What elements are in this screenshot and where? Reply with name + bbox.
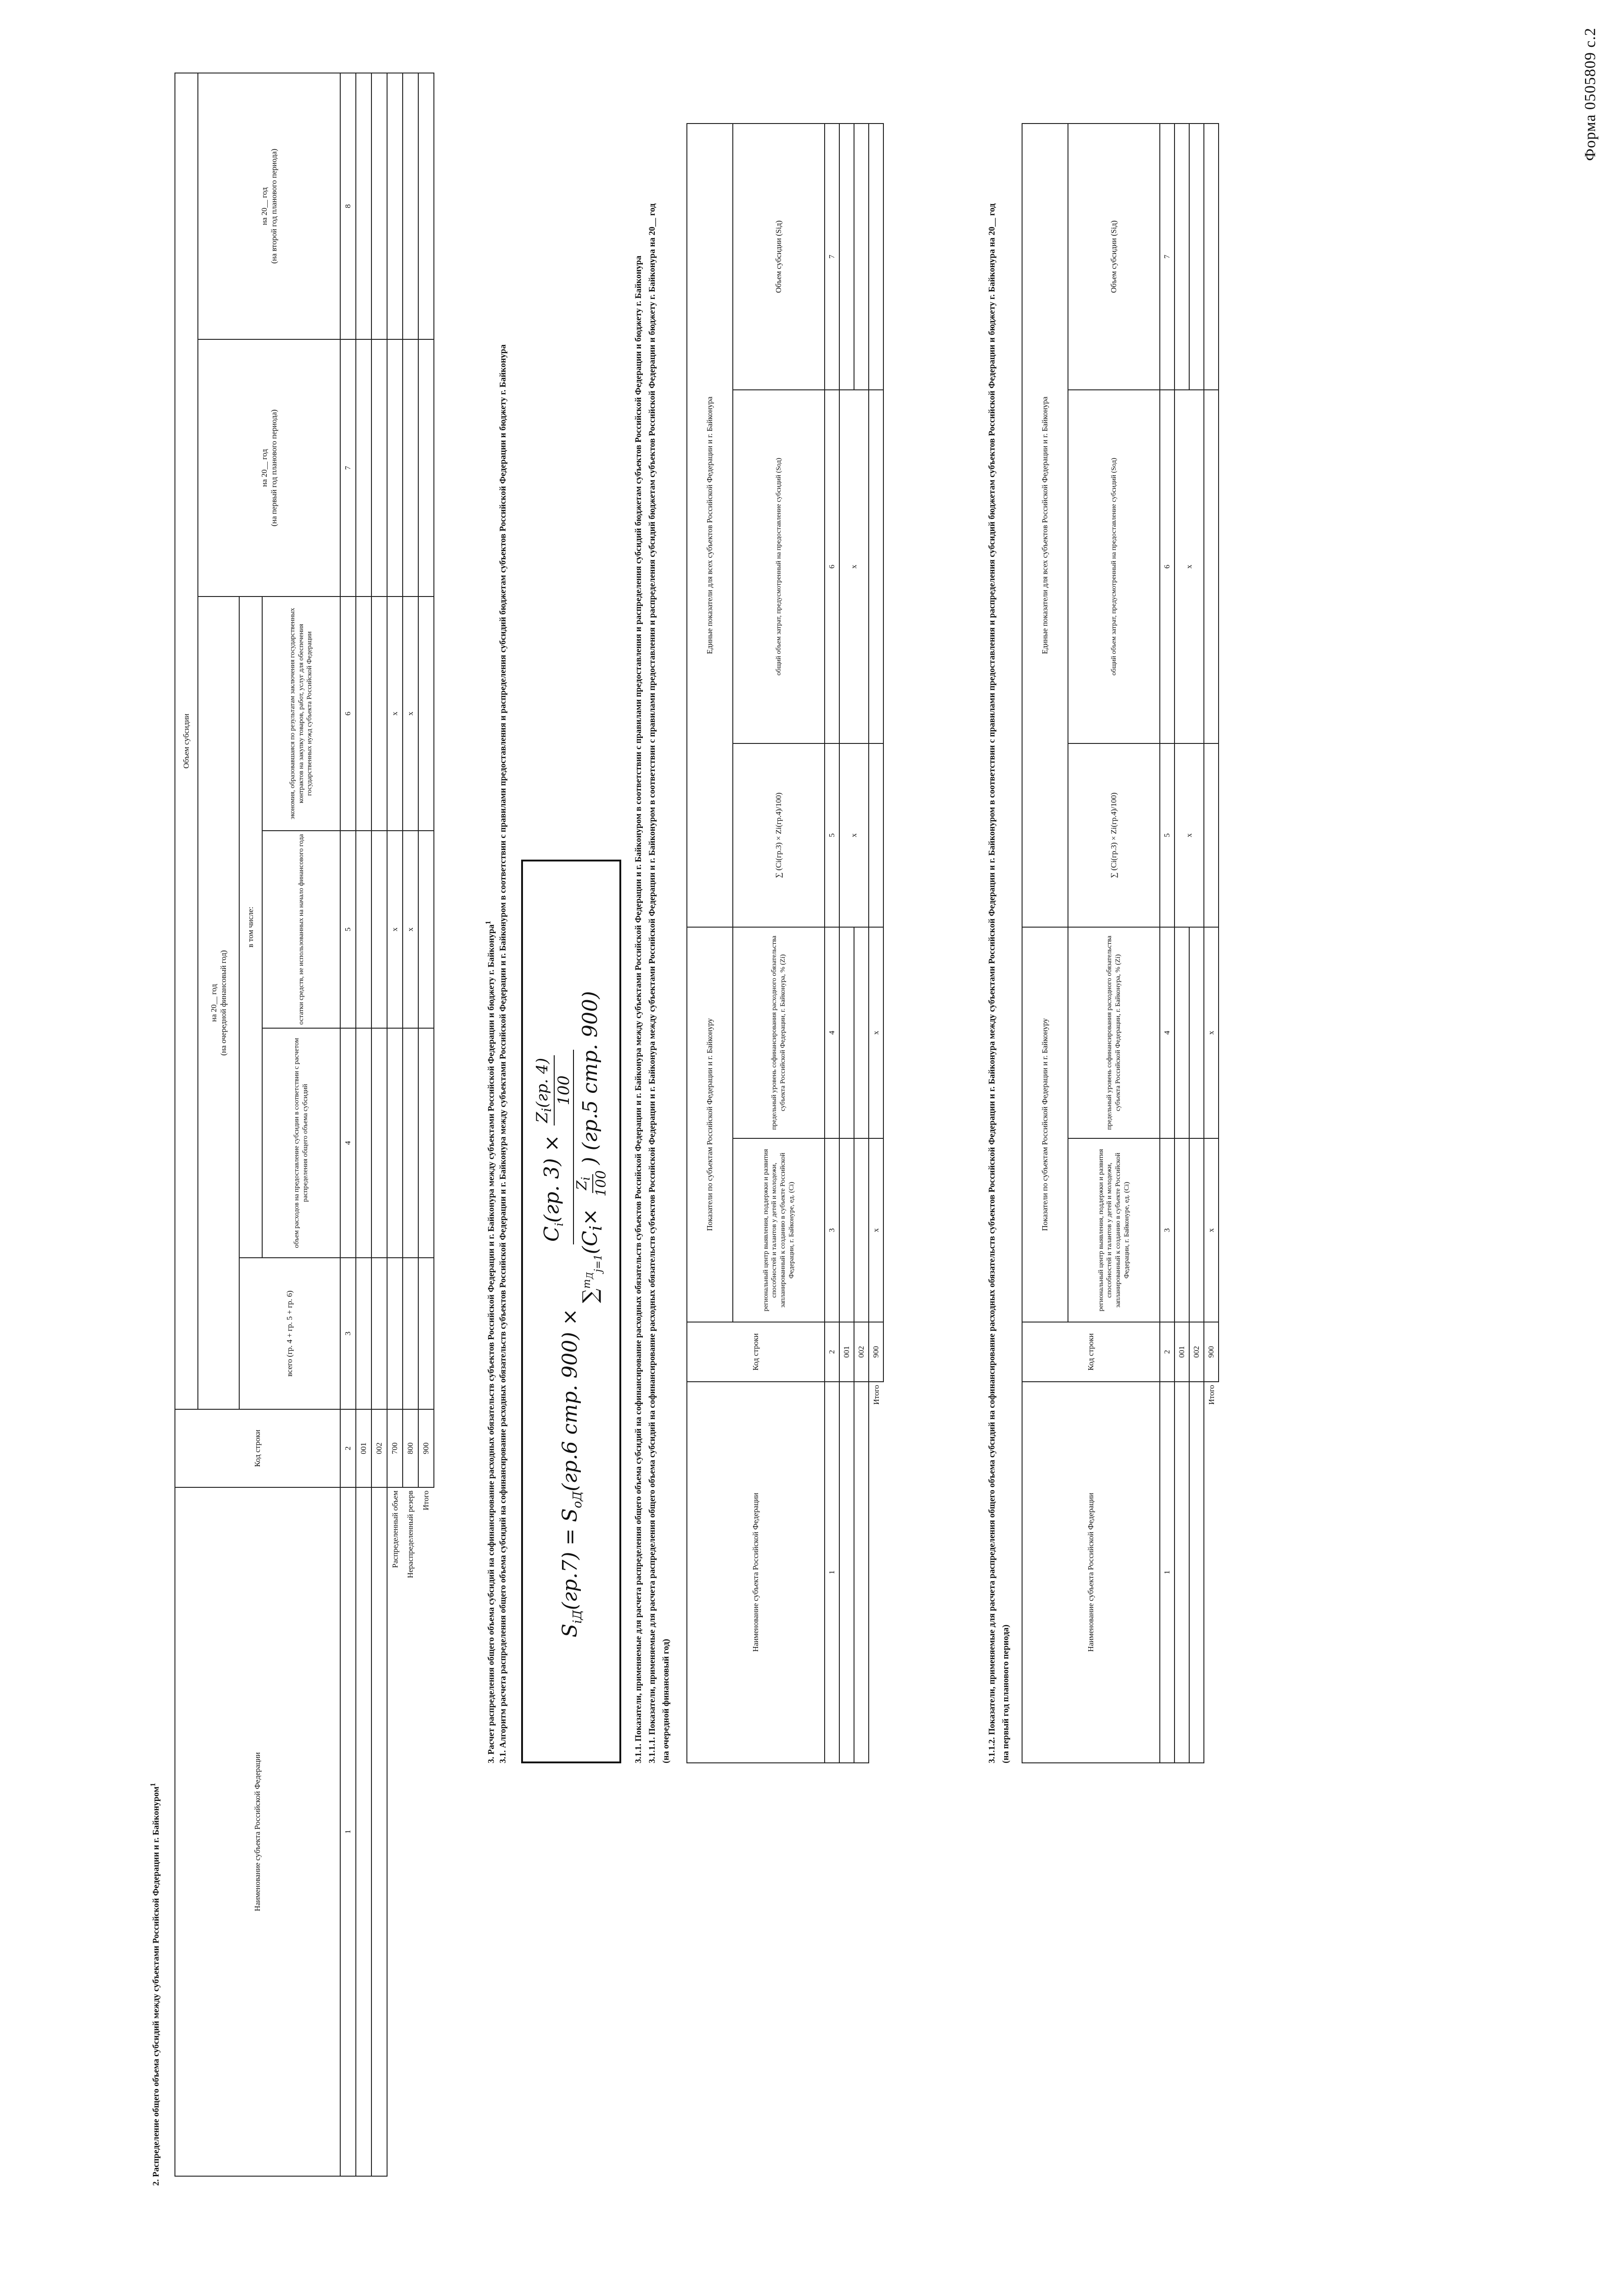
section3111-title: 3.1.1.1. Показатели, применяемые для расчета распределения общего объема субсидий на софинансирование расходных обязательств субъектов Российской Федерации и г. Байконура между субъектами Российской Федерации и г. Байконуром в соответствии с правилами предоставления и распределения субсидий бюджетам субъектов Российской Федерации и бюджету г. Байконура на 20__ год: [647, 203, 657, 1763]
hdr-col3: региональный центр выявления, поддержки и развития способностей и талантов у детей и молодежи, запланированный к созданию в субъекте Российской Федерации, г. Байконуре, ед. (Ci): [1068, 1138, 1160, 1322]
table-row: Нераспределенный резерв 800 x x: [403, 73, 418, 2176]
hdr-year-first: на 20__ год (на первый год планового периода): [198, 339, 340, 597]
hdr-col6: общий объем затрат, предусмотренный на предоставление субсидий (Sод): [1068, 390, 1160, 743]
table-row: 001 x x: [839, 124, 854, 1763]
hdr-col6: экономия, образовавшаяся по результатам заключения государственных контрактов на закупку товаров, работ, услуг для обеспечения государственных нужд субъекта Российской Федерации: [262, 597, 340, 831]
table-row: Итого 900 x x: [1204, 124, 1219, 1763]
hdr-total: всего (гр. 4 + гр. 5 + гр. 6): [239, 1258, 340, 1409]
section31-title: 3.1. Алгоритм расчета распределения общего объема субсидий на софинансирование расходных обязательств субъектов Российской Федерации и г. Байконура между субъектами Российской Федерации и г. Байконуром в соответствии с правилами предоставления и распределения субсидий бюджетам субъектов Российской Федерации и бюджету г. Байконура: [498, 344, 508, 1763]
distribution-table: [174, 73, 434, 2177]
table-row: Распределенный объем 700 x x: [387, 73, 403, 2176]
hdr-year-current: на 20__ год (на очередной финансовый год): [198, 597, 239, 1409]
hdr-region-name: Наименование субъекта Российской Федерации: [175, 1487, 340, 2176]
hdr-including: в том числе:: [239, 597, 262, 1258]
table-row: Итого 900: [418, 73, 434, 2176]
hdr-col5: ∑ (Ci(гр.3) × Zi(гр.4)/100): [1068, 743, 1160, 927]
hdr-year-second: на 20__ год (на второй год планового периода): [198, 73, 340, 339]
hdr-region-name: Наименование субъекта Российской Федерации: [1022, 1382, 1160, 1763]
hdr-group-common: Единые показатели для всех субъектов Российской Федерации и г. Байконура: [687, 124, 733, 927]
section3112-title: 3.1.1.2. Показатели, применяемые для расчета распределения общего объема субсидий на софинансирование расходных обязательств субъектов Российской Федерации и г. Байконура между субъектами Российской Федерации и г. Байконуром в соответствии с правилами предоставления и распределения субсидий бюджетам субъектов Российской Федерации и бюджету г. Байконура на 20__ год: [987, 203, 997, 1763]
hdr-volume: Объем субсидии: [175, 73, 198, 1409]
column-numbers-row: 1 2 3 4 5 6 7: [825, 124, 839, 1763]
hdr-col4: предельный уровень софинансирования расходного обязательства субъекта Российской Федерации, г. Байконура, % (Zi): [733, 927, 825, 1138]
hdr-col5: ∑ (Ci(гр.3) × Zi(гр.4)/100): [733, 743, 825, 927]
section311-title: 3.1.1. Показатели, применяемые для расчета распределения общего объема субсидий на софинансирование расходных обязательств субъектов Российской Федерации и г. Байконура между субъектами Российской Федерации и г. Байконуром в соответствии с правилами предоставления и распределения субсидий бюджетам субъектов Российской Федерации и бюджету г. Байконура: [634, 255, 643, 1763]
section3112-tail: (на первый год планового периода): [1001, 1624, 1011, 1763]
table-row: 002: [1189, 124, 1204, 1763]
rotated-page: [18, 32, 1570, 2282]
hdr-col5: остатки средств, не использованных на начало финансового года: [262, 831, 340, 1028]
hdr-col4: объем расходов на предоставление субсидии в соответствии с расчетом распределения общего объема субсидий: [262, 1028, 340, 1258]
section3111-tail: (на очередной финансовый год): [661, 1639, 671, 1763]
hdr-row-code: Код строки: [175, 1409, 340, 1487]
table-row: Итого 900 x x: [869, 124, 883, 1763]
section2-title: 2. Распределение общего объема субсидий между субъектами Российской Федерации и г. Байконуром$^1$: [149, 1783, 161, 2186]
indicator-table-first-year: [1022, 123, 1219, 1763]
table-row: 002: [854, 124, 869, 1763]
hdr-col3: региональный центр выявления, поддержки и развития способностей и талантов у детей и молодежи, запланированный к созданию в субъекте Российской Федерации, г. Байконуре, ед. (Ci): [733, 1138, 825, 1322]
hdr-col6: общий объем затрат, предусмотренный на предоставление субсидий (Sод): [733, 390, 825, 743]
hdr-region-name: Наименование субъекта Российской Федерации: [687, 1382, 825, 1763]
table-row: 001 x x: [1175, 124, 1189, 1763]
hdr-group-common: Единые показатели для всех субъектов Российской Федерации и г. Байконура: [1022, 124, 1068, 927]
hdr-group-regional: Показатели по субъектам Российской Федерации и г. Байконуру: [1022, 927, 1068, 1322]
table-row: 002: [371, 73, 387, 2176]
hdr-col7: Объем субсидии (Sід): [1068, 124, 1160, 390]
hdr-row-code: Код строки: [687, 1322, 825, 1382]
formula-box: $S_{iД}(гр.7) = S_{оД}(гр.6$ стр. 900) × $C_i(гр$. 3) × $Z_i(гр$. 4) 100 $\sum^{m_Д}_{j=1}(C_i\times$ $Z_i$ 100 ) (гр.5 стр. 900): [521, 860, 621, 1763]
section3-title: 3. Расчет распределения общего объема субсидий на софинансирование расходных обязательств субъектов Российской Федерации и г. Байконура между субъектами Российской Федерации и бюджету г. Байконура$^1$: [484, 921, 496, 1763]
hdr-col7: Объем субсидии (Sід): [733, 124, 825, 390]
table-row: 001: [356, 73, 371, 2176]
hdr-row-code: Код строки: [1022, 1322, 1160, 1382]
form-code: Форма 0505809 с.2: [1582, 28, 1599, 161]
column-numbers-row: 1 2 3 4 5 6 7: [1160, 124, 1175, 1763]
indicator-table-current-year: [686, 123, 884, 1763]
hdr-group-regional: Показатели по субъектам Российской Федерации и г. Байконуру: [687, 927, 733, 1322]
hdr-col4: предельный уровень софинансирования расходного обязательства субъекта Российской Федерации, г. Байконура, % (Zi): [1068, 927, 1160, 1138]
column-numbers-row: 1 2 3 4 5 6 7 8: [340, 73, 356, 2176]
